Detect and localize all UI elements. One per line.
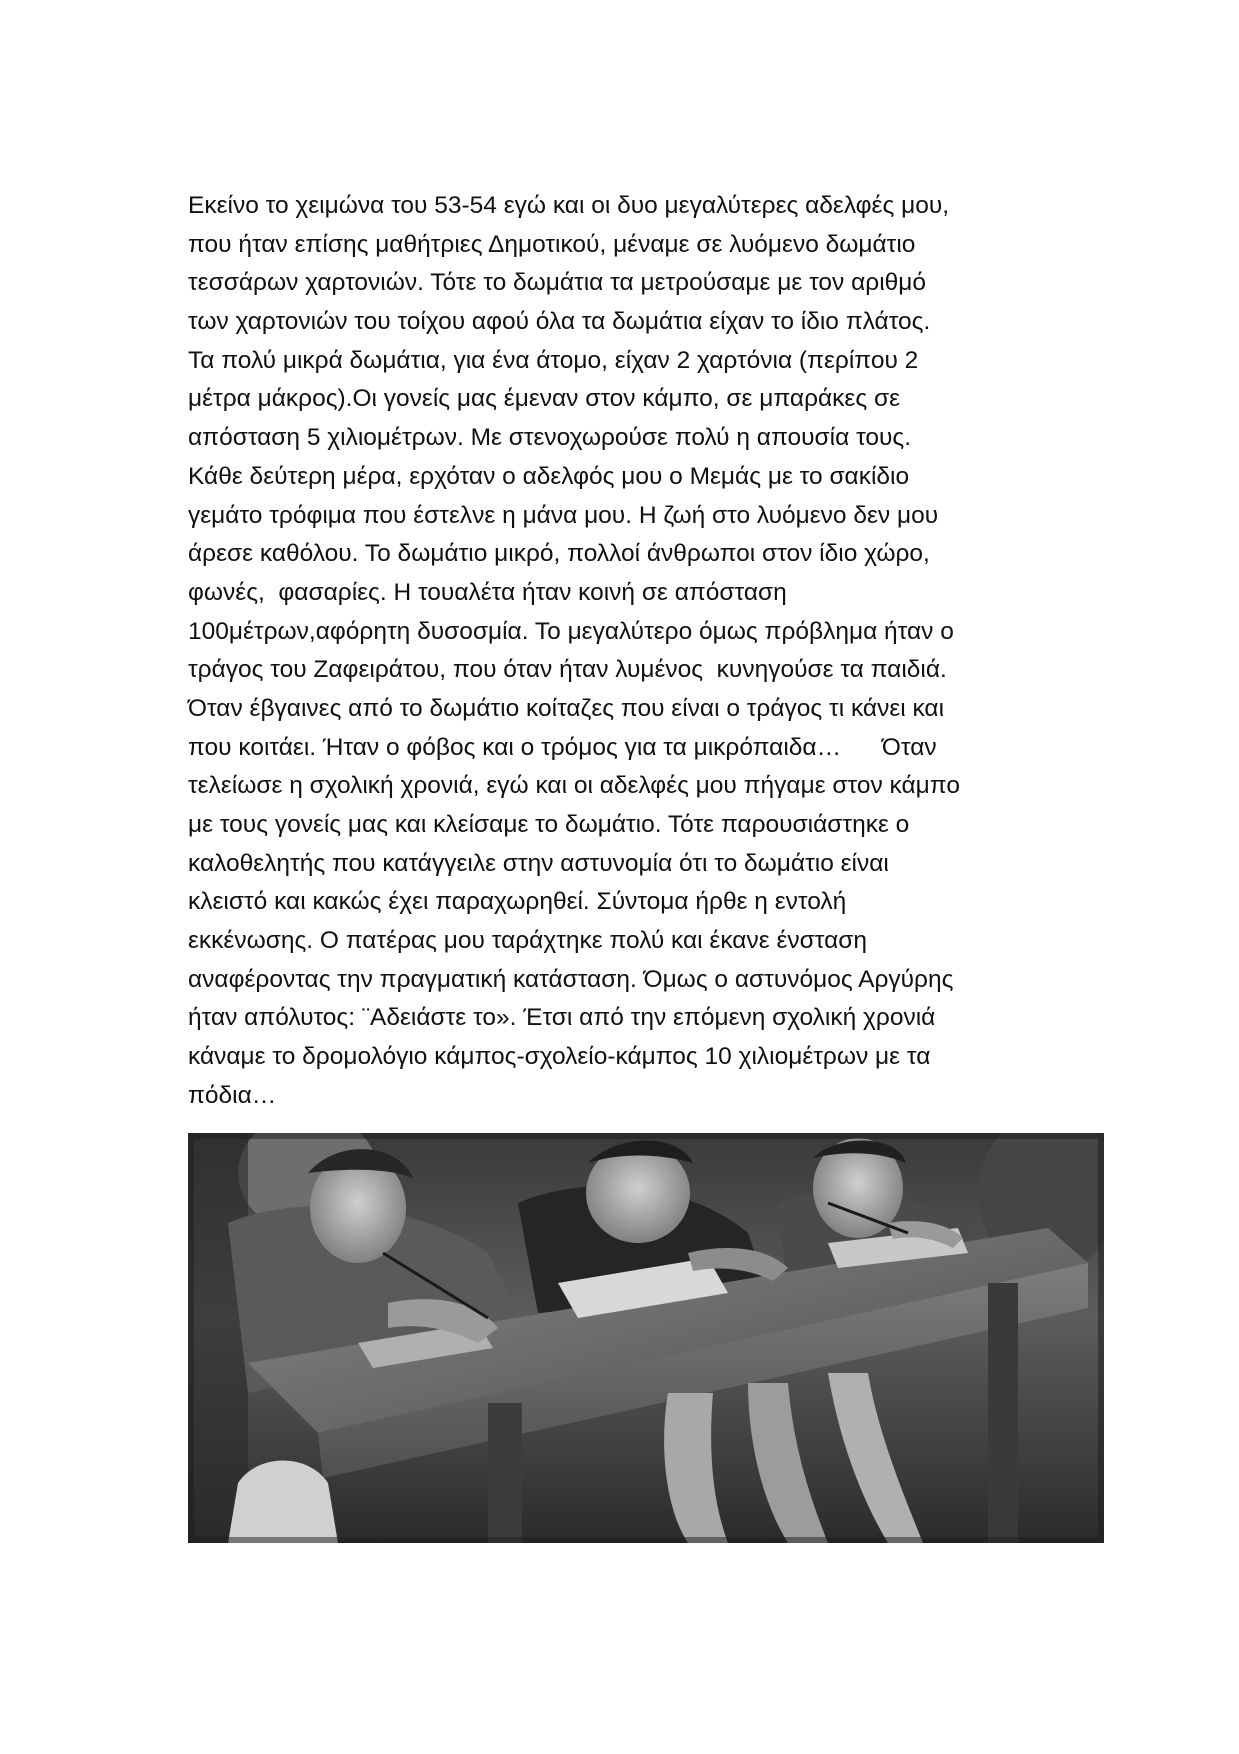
text-line: 100μέτρων,αφόρητη δυσοσμία. Το μεγαλύτερο όμως πρόβλημα ήταν ο <box>188 617 954 645</box>
text-line: εκκένωσης. Ο πατέρας μου ταράχτηκε πολύ και έκανε ένσταση <box>188 927 867 955</box>
text-line: ήταν απόλυτος: ¨Αδειάστε το». Έτσι από την επόμενη σχολική χρονιά <box>188 1004 936 1032</box>
text-line: τελείωσε η σχολική χρονιά, εγώ και οι αδελφές μου πήγαμε στον κάμπο <box>188 772 960 800</box>
text-line: τράγος του Ζαφειράτου, που όταν ήταν λυμένος κυνηγούσε τα παιδιά. <box>188 656 947 684</box>
text-line: μέτρα μάκρος).Οι γονείς μας έμεναν στον κάμπο, σε μπαράκες σε <box>188 385 901 413</box>
text-line: φωνές, φασαρίες. Η τουαλέτα ήταν κοινή σε απόσταση <box>188 578 787 606</box>
text-line: γεμάτο τρόφιμα που έστελνε η μάνα μου. Η ζωή στο λυόμενο δεν μου <box>188 501 939 529</box>
classroom-photo <box>188 1133 1104 1543</box>
text-line: πόδια… <box>188 1081 277 1109</box>
text-line: καλοθελητής που κατάγγειλε στην αστυνομία ότι το δωμάτιο είναι <box>188 849 889 877</box>
text-line: που ήταν επίσης μαθήτριες Δημοτικού, μέναμε σε λυόμενο δωμάτιο <box>188 230 916 258</box>
text-line: άρεσε καθόλου. Το δωμάτιο μικρό, πολλοί άνθρωποι στον ίδιο χώρο, <box>188 540 930 568</box>
text-line: αναφέροντας την πραγματική κατάσταση. Όμως ο αστυνόμος Αργύρης <box>188 965 954 993</box>
text-line: Όταν έβγαινες από το δωμάτιο κοίταζες που είναι ο τράγος τι κάνει και <box>188 694 945 722</box>
text-line: Κάθε δεύτερη μέρα, ερχόταν ο αδελφός μου ο Μεμάς με το σακίδιο <box>188 462 910 490</box>
text-line: Τα πολύ μικρά δωμάτια, για ένα άτομο, είχαν 2 χαρτόνια (περίπου 2 <box>188 346 919 374</box>
text-line: με τους γονείς μας και κλείσαμε το δωμάτιο. Τότε παρουσιάστηκε ο <box>188 811 910 838</box>
body-text <box>188 187 1088 1116</box>
text-line: κλειστό και κακώς έχει παραχωρηθεί. Σύντομα ήρθε η εντολή <box>188 888 847 916</box>
text-line: των χαρτονιών του τοίχου αφού όλα τα δωμάτια είχαν το ίδιο πλάτος. <box>188 308 931 336</box>
text-line: κάναμε το δρομολόγιο κάμπος-σχολείο-κάμπος 10 χιλιομέτρων με τα <box>188 1043 931 1071</box>
classroom-photo-illustration <box>188 1133 1104 1543</box>
text-line: απόσταση 5 χιλιομέτρων. Με στενοχωρούσε πολύ η απουσία τους. <box>188 424 912 452</box>
text-line: Εκείνο το χειμώνα του 53-54 εγώ και οι δυο μεγαλύτερες αδελφές μου, <box>188 192 950 219</box>
text-line: που κοιτάει. Ήταν ο φόβος και ο τρόμος για τα μικρόπαιδα… Όταν <box>188 733 937 761</box>
text-line: τεσσάρων χαρτονιών. Τότε το δωμάτια τα μετρούσαμε με τον αριθμό <box>188 269 927 297</box>
